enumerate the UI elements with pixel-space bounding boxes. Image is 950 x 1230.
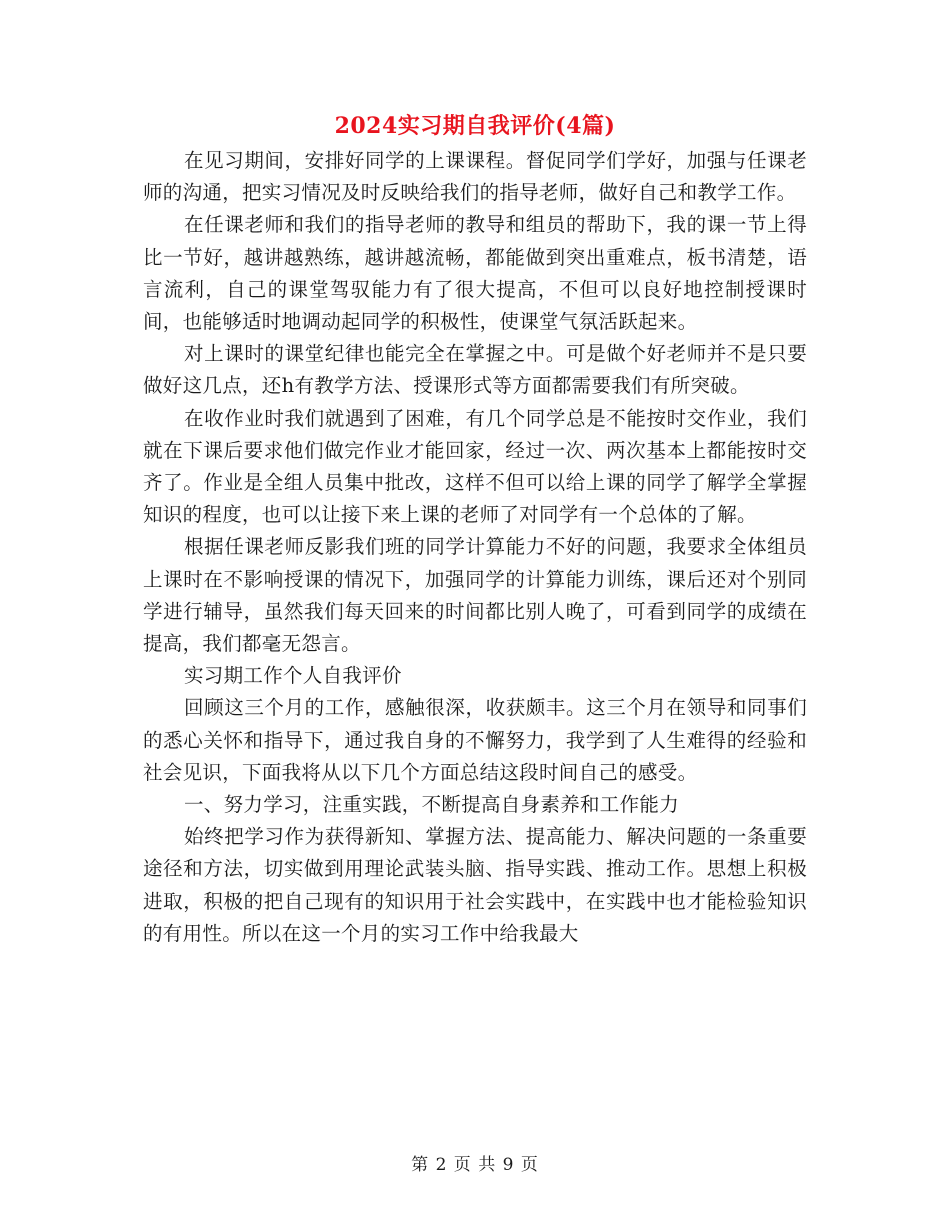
section-heading: 实习期工作个人自我评价 xyxy=(184,664,402,688)
document-body xyxy=(143,145,807,950)
section-heading: 一、努力学习，注重实践，不断提高自身素养和工作能力 xyxy=(184,793,680,817)
paragraph: 回顾这三个月的工作，感触很深，收获颇丰。这三个月在领导和同事们的悉心关怀和指导下，通过我自身的不懈努力，我学到了人生难得的经验和社会见识，下面我将从以下几个方面总结这段时间自己的感受。 xyxy=(143,696,807,784)
paragraph: 始终把学习作为获得新知、掌握方法、提高能力、解决问题的一条重要途径和方法，切实做到用理论武装头脑、指导实践、推动工作。思想上积极进取，积极的把自己现有的知识用于社会实践中，在实践中也才能检验知识的有用性。所以在这一个月的实习工作中给我最大 xyxy=(143,825,807,945)
document-title: 2024实习期自我评价(4篇) xyxy=(334,113,616,139)
paragraph: 根据任课老师反影我们班的同学计算能力不好的问题，我要求全体组员上课时在不影响授课的情况下，加强同学的计算能力训练，课后还对个别同学进行辅导，虽然我们每天回来的时间都比别人晚了，可看到同学的成绩在提高，我们都毫无怨言。 xyxy=(143,535,807,656)
paragraph: 对上课时的课堂纪律也能完全在掌握之中。可是做个好老师并不是只要做好这几点，还h有教学方法、授课形式等方面都需要我们有所突破。 xyxy=(143,342,807,398)
paragraph: 在见习期间，安排好同学的上课课程。督促同学们学好，加强与任课老师的沟通，把实习情况及时反映给我们的指导老师，做好自己和教学工作。 xyxy=(143,149,807,205)
paragraph: 在收作业时我们就遇到了困难，有几个同学总是不能按时交作业，我们就在下课后要求他们做完作业才能回家，经过一次、两次基本上都能按时交齐了。作业是全组人员集中批改，这样不但可以给上课的同学了解学全掌握知识的程度，也可以让接下来上课的老师了对同学有一个总体的了解。 xyxy=(143,406,807,527)
paragraph: 在任课老师和我们的指导老师的教导和组员的帮助下，我的课一节上得比一节好，越讲越熟练，越讲越流畅，都能做到突出重难点，板书清楚，语言流利，自己的课堂驾驭能力有了很大提高，不但可以良好地控制授课时间，也能够适时地调动起同学的积极性，使课堂气氛活跃起来。 xyxy=(143,213,807,334)
page-number: 第 2 页 共 9 页 xyxy=(411,1155,539,1175)
